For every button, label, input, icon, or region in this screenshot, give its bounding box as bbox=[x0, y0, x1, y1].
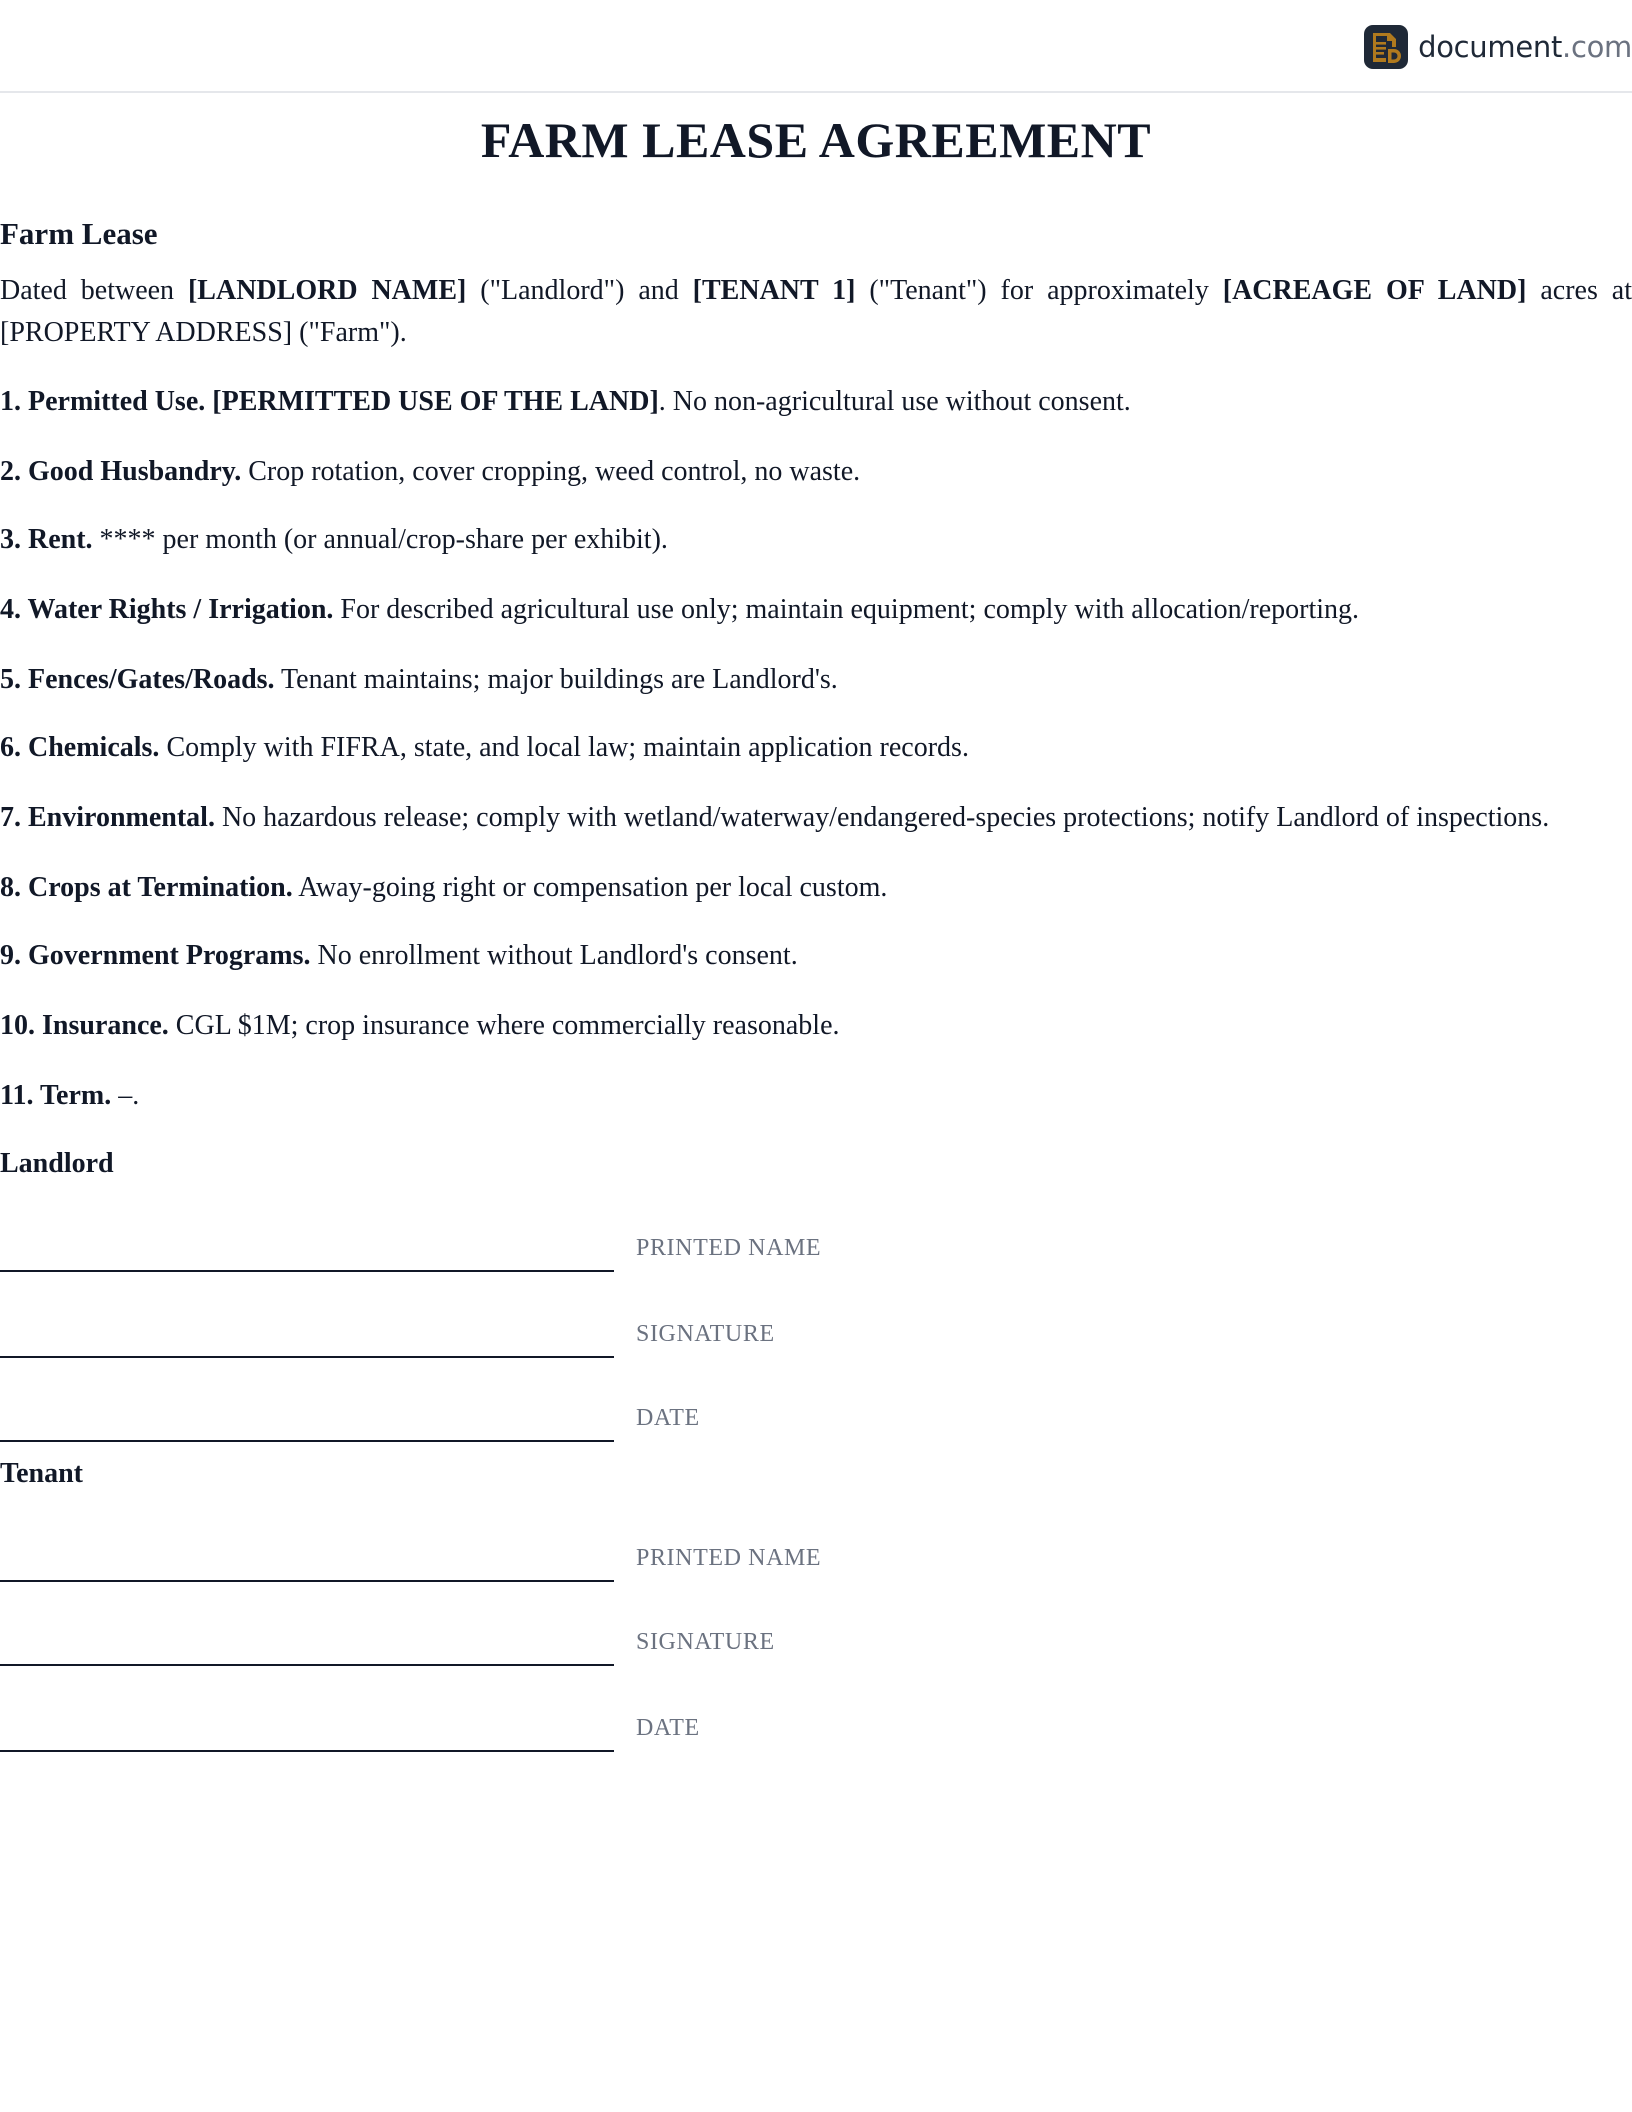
landlord-date-line[interactable] bbox=[0, 1440, 614, 1442]
landlord-signature-line[interactable] bbox=[0, 1356, 614, 1358]
brand-name-main: document bbox=[1418, 30, 1563, 64]
clause-chemicals bbox=[0, 728, 1632, 768]
tenant-signature-label: SIGNATURE bbox=[636, 1629, 775, 1655]
tenant-date-line[interactable] bbox=[0, 1750, 614, 1752]
clause-heading: 8. Crops at Termination. bbox=[0, 872, 293, 903]
clause-heading: 5. Fences/Gates/Roads. bbox=[0, 664, 275, 695]
clause-text: . No non-agricultural use without consent. bbox=[658, 386, 1131, 417]
clause-environmental bbox=[0, 798, 1632, 838]
intro-text-2: ("Landlord") and bbox=[466, 275, 693, 306]
clause-text: Crop rotation, cover cropping, weed control, no waste. bbox=[241, 456, 861, 487]
clause-term bbox=[0, 1076, 1632, 1116]
brand-name-suffix: .com bbox=[1562, 30, 1632, 64]
clause-heading: 7. Environmental. bbox=[0, 802, 215, 833]
clause-text: CGL $1M; crop insurance where commercially reasonable. bbox=[168, 1010, 840, 1041]
brand[interactable] bbox=[1364, 25, 1632, 69]
acreage-placeholder: [ACREAGE OF LAND] bbox=[1222, 275, 1527, 306]
intro-text-3: ("Tenant") for approximately bbox=[855, 275, 1223, 306]
landlord-date-label: DATE bbox=[636, 1405, 700, 1431]
clause-heading: 2. Good Husbandry. bbox=[0, 456, 242, 487]
brand-name bbox=[1418, 25, 1632, 69]
clause-insurance bbox=[0, 1006, 1632, 1046]
clause-text: **** per month (or annual/crop-share per exhibit). bbox=[92, 524, 668, 555]
tenant-heading: Tenant bbox=[0, 1458, 84, 1489]
clause-text: Away-going right or compensation per local custom. bbox=[292, 872, 888, 903]
clause-permitted-use bbox=[0, 382, 1632, 422]
intro-text-4: acres at [PROPERTY ADDRESS] ("Farm"). bbox=[0, 275, 1632, 348]
tenant-printed-name-row bbox=[0, 1542, 900, 1582]
landlord-date-row bbox=[0, 1402, 900, 1442]
clause-text: For described agricultural use only; maintain equipment; comply with allocation/reporting. bbox=[333, 594, 1360, 625]
clause-crops-termination bbox=[0, 868, 1632, 908]
clause-text: Comply with FIFRA, state, and local law; maintain application records. bbox=[159, 732, 969, 763]
clause-text: No hazardous release; comply with wetland/waterway/endangered-species protections; notify Landlord of inspections. bbox=[214, 802, 1550, 833]
clause-heading: 9. Government Programs. bbox=[0, 940, 311, 971]
clause-text: No enrollment without Landlord's consent. bbox=[310, 940, 798, 971]
clause-water-rights bbox=[0, 590, 1632, 630]
clause-rent bbox=[0, 520, 1632, 560]
document-title: FARM LEASE AGREEMENT bbox=[480, 112, 1152, 168]
clause-heading: 1. Permitted Use. bbox=[0, 386, 206, 417]
clause-good-husbandry bbox=[0, 452, 1632, 492]
landlord-printed-name-label: PRINTED NAME bbox=[636, 1235, 822, 1261]
intro-paragraph bbox=[0, 270, 1632, 354]
clause-heading: 10. Insurance. bbox=[0, 1010, 169, 1041]
tenant-signature-line[interactable] bbox=[0, 1664, 614, 1666]
top-bar bbox=[0, 0, 1632, 93]
tenant-printed-name-line[interactable] bbox=[0, 1580, 614, 1582]
clause-heading: 4. Water Rights / Irrigation. bbox=[0, 594, 334, 625]
clause-placeholder: [PERMITTED USE OF THE LAND] bbox=[205, 386, 659, 417]
tenant-name-placeholder: [TENANT 1] bbox=[692, 275, 856, 306]
clause-fences bbox=[0, 660, 1632, 700]
intro-text-1: Dated between bbox=[0, 275, 188, 306]
clause-government-programs bbox=[0, 936, 1632, 976]
landlord-printed-name-line[interactable] bbox=[0, 1270, 614, 1272]
landlord-name-placeholder: [LANDLORD NAME] bbox=[187, 275, 467, 306]
tenant-date-label: DATE bbox=[636, 1715, 700, 1741]
clause-text: Tenant maintains; major buildings are Landlord's. bbox=[274, 664, 838, 695]
landlord-signature-row bbox=[0, 1318, 900, 1358]
landlord-signature-label: SIGNATURE bbox=[636, 1321, 775, 1347]
landlord-printed-name-row bbox=[0, 1232, 900, 1272]
document-logo-icon bbox=[1364, 25, 1408, 69]
tenant-printed-name-label: PRINTED NAME bbox=[636, 1545, 822, 1571]
clause-heading: 3. Rent. bbox=[0, 524, 93, 555]
tenant-date-row bbox=[0, 1712, 900, 1752]
section-heading: Farm Lease bbox=[0, 216, 158, 251]
landlord-heading: Landlord bbox=[0, 1148, 114, 1179]
tenant-signature-row bbox=[0, 1626, 900, 1666]
clause-heading: 6. Chemicals. bbox=[0, 732, 160, 763]
clause-heading: 11. Term. bbox=[0, 1080, 112, 1111]
clause-text: –. bbox=[111, 1080, 140, 1111]
